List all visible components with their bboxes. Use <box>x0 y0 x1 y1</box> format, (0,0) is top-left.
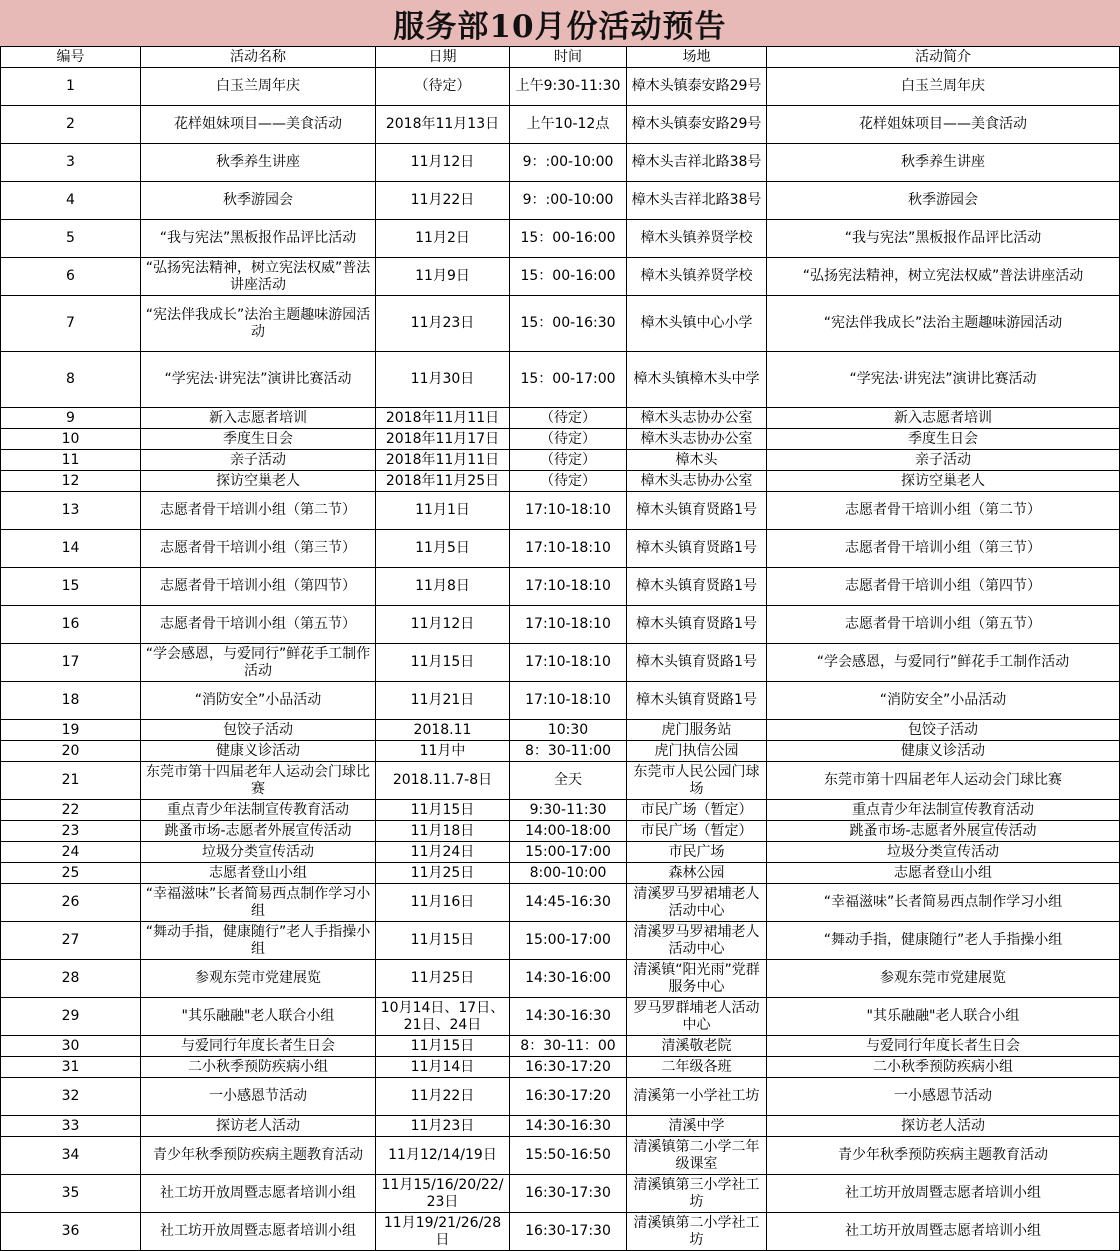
table-row <box>1 800 1120 821</box>
activity-name-cell[interactable]: 一小感恩节活动 <box>141 1078 376 1116</box>
date-cell[interactable]: 11月15日 <box>376 644 510 682</box>
table-row <box>1 1036 1120 1057</box>
date-cell[interactable]: 11月12日 <box>376 606 510 644</box>
description-cell[interactable]: “幸福滋味”长者简易西点制作学习小组 <box>767 884 1120 922</box>
venue-cell[interactable]: 樟木头志协办公室 <box>627 408 767 429</box>
date-cell[interactable]: 2018年11月11日 <box>376 450 510 471</box>
table-row <box>1 182 1120 220</box>
description-cell[interactable]: 秋季养生讲座 <box>767 144 1120 182</box>
date-cell[interactable]: 2018年11月13日 <box>376 106 510 144</box>
venue-cell[interactable]: 樟木头 <box>627 450 767 471</box>
row-number-cell[interactable]: 34 <box>1 1137 141 1175</box>
venue-cell[interactable]: 樟木头镇育贤路1号 <box>627 568 767 606</box>
time-cell[interactable]: 9：:00-10:00 <box>510 182 627 220</box>
time-cell[interactable]: （待定） <box>510 429 627 450</box>
activity-name-cell[interactable]: 社工坊开放周暨志愿者培训小组 <box>141 1175 376 1213</box>
table-row <box>1 530 1120 568</box>
table-row <box>1 492 1120 530</box>
description-cell[interactable]: 社工坊开放周暨志愿者培训小组 <box>767 1175 1120 1213</box>
table-row <box>1 998 1120 1036</box>
activity-name-cell[interactable]: 健康义诊活动 <box>141 741 376 762</box>
row-number-cell[interactable]: 14 <box>1 530 141 568</box>
date-cell[interactable]: 2018.11.7-8日 <box>376 762 510 800</box>
row-number-cell[interactable]: 19 <box>1 720 141 741</box>
table-row <box>1 1137 1120 1175</box>
description-cell[interactable]: 志愿者骨干培训小组（第三节） <box>767 530 1120 568</box>
table-row <box>1 960 1120 998</box>
description-cell[interactable]: "其乐融融"老人联合小组 <box>767 998 1120 1036</box>
date-cell[interactable]: 11月5日 <box>376 530 510 568</box>
venue-cell[interactable]: 清溪第一小学社工坊 <box>627 1078 767 1116</box>
description-cell[interactable]: 志愿者骨干培训小组（第四节） <box>767 568 1120 606</box>
row-number-cell[interactable]: 12 <box>1 471 141 492</box>
date-cell[interactable]: 2018年11月11日 <box>376 408 510 429</box>
table-row <box>1 220 1120 258</box>
date-cell[interactable]: 11月22日 <box>376 182 510 220</box>
activity-name-cell[interactable]: 志愿者骨干培训小组（第二节） <box>141 492 376 530</box>
description-cell[interactable]: “宪法伴我成长”法治主题趣味游园活动 <box>767 296 1120 352</box>
description-cell[interactable]: 志愿者骨干培训小组（第二节） <box>767 492 1120 530</box>
description-cell[interactable]: 包饺子活动 <box>767 720 1120 741</box>
venue-cell[interactable]: 清溪罗马罗裙埔老人活动中心 <box>627 884 767 922</box>
row-number-cell[interactable]: 7 <box>1 296 141 352</box>
table-row <box>1 762 1120 800</box>
time-cell[interactable]: 8:00-10:00 <box>510 863 627 884</box>
description-cell[interactable]: 花样姐妹项目——美食活动 <box>767 106 1120 144</box>
date-cell[interactable]: 11月12/14/19日 <box>376 1137 510 1175</box>
venue-cell[interactable]: 虎门执信公园 <box>627 741 767 762</box>
table-row <box>1 258 1120 296</box>
date-cell[interactable]: 11月23日 <box>376 1116 510 1137</box>
row-number-cell[interactable]: 31 <box>1 1057 141 1078</box>
time-cell[interactable]: 14:45-16:30 <box>510 884 627 922</box>
date-cell[interactable]: 11月14日 <box>376 1057 510 1078</box>
activity-name-cell[interactable]: 新入志愿者培训 <box>141 408 376 429</box>
table-row <box>1 68 1120 106</box>
venue-cell[interactable]: 清溪中学 <box>627 1116 767 1137</box>
time-cell[interactable]: 14:30-16:00 <box>510 960 627 998</box>
activity-name-cell[interactable]: 社工坊开放周暨志愿者培训小组 <box>141 1213 376 1251</box>
activity-name-cell[interactable]: “我与宪法”黑板报作品评比活动 <box>141 220 376 258</box>
venue-cell[interactable]: 樟木头镇育贤路1号 <box>627 606 767 644</box>
table-row <box>1 720 1120 741</box>
row-number-cell[interactable]: 26 <box>1 884 141 922</box>
row-number-cell[interactable]: 3 <box>1 144 141 182</box>
row-number-cell[interactable]: 2 <box>1 106 141 144</box>
time-cell[interactable]: 上午10-12点 <box>510 106 627 144</box>
table-row <box>1 606 1120 644</box>
time-cell[interactable]: 17:10-18:10 <box>510 606 627 644</box>
time-cell[interactable]: 15:50-16:50 <box>510 1137 627 1175</box>
activity-name-cell[interactable]: 志愿者骨干培训小组（第三节） <box>141 530 376 568</box>
date-cell[interactable]: 11月15日 <box>376 922 510 960</box>
activity-name-cell[interactable]: “学会感恩，与爱同行”鲜花手工制作活动 <box>141 644 376 682</box>
activity-name-cell[interactable]: 季度生日会 <box>141 429 376 450</box>
header-cell-name[interactable]: 活动名称 <box>141 47 376 68</box>
table-row <box>1 408 1120 429</box>
table-row <box>1 1175 1120 1213</box>
time-cell[interactable]: 15：00-17:00 <box>510 352 627 408</box>
venue-cell[interactable]: 清溪镇第三小学社工坊 <box>627 1175 767 1213</box>
description-cell[interactable]: 跳蚤市场-志愿者外展宣传活动 <box>767 821 1120 842</box>
row-number-cell[interactable]: 1 <box>1 68 141 106</box>
table-row <box>1 682 1120 720</box>
venue-cell[interactable]: 樟木头镇育贤路1号 <box>627 530 767 568</box>
venue-cell[interactable]: 清溪镇“阳光雨”党群服务中心 <box>627 960 767 998</box>
venue-cell[interactable]: 樟木头镇泰安路29号 <box>627 68 767 106</box>
activity-name-cell[interactable]: 垃圾分类宣传活动 <box>141 842 376 863</box>
activity-name-cell[interactable]: “消防安全”小品活动 <box>141 682 376 720</box>
activity-name-cell[interactable]: 志愿者骨干培训小组（第五节） <box>141 606 376 644</box>
date-cell[interactable]: 11月1日 <box>376 492 510 530</box>
time-cell[interactable]: 14:00-18:00 <box>510 821 627 842</box>
date-cell[interactable]: 11月24日 <box>376 842 510 863</box>
activity-name-cell[interactable]: 与爱同行年度长者生日会 <box>141 1036 376 1057</box>
date-cell[interactable]: 11月2日 <box>376 220 510 258</box>
row-number-cell[interactable]: 28 <box>1 960 141 998</box>
table-row <box>1 884 1120 922</box>
row-number-cell[interactable]: 36 <box>1 1213 141 1251</box>
description-cell[interactable]: 与爱同行年度长者生日会 <box>767 1036 1120 1057</box>
date-cell[interactable]: 11月22日 <box>376 1078 510 1116</box>
time-cell[interactable]: 17:10-18:10 <box>510 530 627 568</box>
row-number-cell[interactable]: 25 <box>1 863 141 884</box>
sheet-title: 服务部10月份活动预告 <box>0 0 1120 46</box>
table-row <box>1 741 1120 762</box>
venue-cell[interactable]: 虎门服务站 <box>627 720 767 741</box>
venue-cell[interactable]: 樟木头吉祥北路38号 <box>627 182 767 220</box>
venue-cell[interactable]: 清溪罗马罗裙埔老人活动中心 <box>627 922 767 960</box>
description-cell[interactable]: 探访空巢老人 <box>767 471 1120 492</box>
time-cell[interactable]: 9：:00-10:00 <box>510 144 627 182</box>
row-number-cell[interactable]: 16 <box>1 606 141 644</box>
activity-name-cell[interactable]: “宪法伴我成长”法治主题趣味游园活动 <box>141 296 376 352</box>
time-cell[interactable]: 14:30-16:30 <box>510 998 627 1036</box>
time-cell[interactable]: （待定） <box>510 408 627 429</box>
description-cell[interactable]: 垃圾分类宣传活动 <box>767 842 1120 863</box>
table-row <box>1 106 1120 144</box>
activity-name-cell[interactable]: 跳蚤市场-志愿者外展宣传活动 <box>141 821 376 842</box>
activity-name-cell[interactable]: “舞动手指，健康随行”老人手指操小组 <box>141 922 376 960</box>
description-cell[interactable]: 重点青少年法制宣传教育活动 <box>767 800 1120 821</box>
venue-cell[interactable]: 樟木头镇中心小学 <box>627 296 767 352</box>
description-cell[interactable]: “舞动手指，健康随行”老人手指操小组 <box>767 922 1120 960</box>
description-cell[interactable]: “消防安全”小品活动 <box>767 682 1120 720</box>
activity-name-cell[interactable]: 东莞市第十四届老年人运动会门球比赛 <box>141 762 376 800</box>
venue-cell[interactable]: 樟木头镇育贤路1号 <box>627 682 767 720</box>
description-cell[interactable]: “学宪法·讲宪法”演讲比赛活动 <box>767 352 1120 408</box>
row-number-cell[interactable]: 23 <box>1 821 141 842</box>
row-number-cell[interactable]: 6 <box>1 258 141 296</box>
date-cell[interactable]: 2018年11月17日 <box>376 429 510 450</box>
table-row <box>1 1213 1120 1251</box>
table-row <box>1 144 1120 182</box>
venue-cell[interactable]: 东莞市人民公园门球场 <box>627 762 767 800</box>
time-cell[interactable]: 14:30-16:30 <box>510 1116 627 1137</box>
header-cell-time[interactable]: 时间 <box>510 47 627 68</box>
table-body <box>1 68 1120 1251</box>
activity-name-cell[interactable]: 花样姐妹项目——美食活动 <box>141 106 376 144</box>
time-cell[interactable]: 10:30 <box>510 720 627 741</box>
table-row <box>1 1057 1120 1078</box>
date-cell[interactable]: （待定） <box>376 68 510 106</box>
venue-cell[interactable]: 罗马罗群埔老人活动中心 <box>627 998 767 1036</box>
row-number-cell[interactable]: 4 <box>1 182 141 220</box>
time-cell[interactable]: （待定） <box>510 450 627 471</box>
activity-name-cell[interactable]: 白玉兰周年庆 <box>141 68 376 106</box>
time-cell[interactable]: 16:30-17:20 <box>510 1057 627 1078</box>
activity-name-cell[interactable]: 参观东莞市党建展览 <box>141 960 376 998</box>
row-number-cell[interactable]: 9 <box>1 408 141 429</box>
description-cell[interactable]: “弘扬宪法精神，树立宪法权威”普法讲座活动 <box>767 258 1120 296</box>
venue-cell[interactable]: 樟木头吉祥北路38号 <box>627 144 767 182</box>
date-cell[interactable]: 11月16日 <box>376 884 510 922</box>
date-cell[interactable]: 11月15/16/20/22/23日 <box>376 1175 510 1213</box>
activity-name-cell[interactable]: 志愿者登山小组 <box>141 863 376 884</box>
row-number-cell[interactable]: 27 <box>1 922 141 960</box>
table-row <box>1 821 1120 842</box>
time-cell[interactable]: 全天 <box>510 762 627 800</box>
header-cell-no[interactable]: 编号 <box>1 47 141 68</box>
table-row <box>1 296 1120 352</box>
venue-cell[interactable]: 市民广场 <box>627 842 767 863</box>
venue-cell[interactable]: 清溪镇第二小学社工坊 <box>627 1213 767 1251</box>
venue-cell[interactable]: 樟木头镇泰安路29号 <box>627 106 767 144</box>
description-cell[interactable]: 一小感恩节活动 <box>767 1078 1120 1116</box>
venue-cell[interactable]: 樟木头镇樟木头中学 <box>627 352 767 408</box>
date-cell[interactable]: 11月25日 <box>376 960 510 998</box>
table-row <box>1 842 1120 863</box>
time-cell[interactable]: 15:00-17:00 <box>510 922 627 960</box>
description-cell[interactable]: 亲子活动 <box>767 450 1120 471</box>
description-cell[interactable]: 二小秋季预防疾病小组 <box>767 1057 1120 1078</box>
table-row <box>1 429 1120 450</box>
date-cell[interactable]: 11月15日 <box>376 800 510 821</box>
row-number-cell[interactable]: 11 <box>1 450 141 471</box>
time-cell[interactable]: 上午9:30-11:30 <box>510 68 627 106</box>
venue-cell[interactable]: 樟木头志协办公室 <box>627 471 767 492</box>
row-number-cell[interactable]: 30 <box>1 1036 141 1057</box>
row-number-cell[interactable]: 17 <box>1 644 141 682</box>
date-cell[interactable]: 11月18日 <box>376 821 510 842</box>
activity-name-cell[interactable]: 志愿者骨干培训小组（第四节） <box>141 568 376 606</box>
activity-name-cell[interactable]: 秋季养生讲座 <box>141 144 376 182</box>
description-cell[interactable]: 季度生日会 <box>767 429 1120 450</box>
time-cell[interactable]: 16:30-17:20 <box>510 1078 627 1116</box>
venue-cell[interactable]: 清溪敬老院 <box>627 1036 767 1057</box>
table-row <box>1 1078 1120 1116</box>
time-cell[interactable]: 17:10-18:10 <box>510 492 627 530</box>
row-number-cell[interactable]: 32 <box>1 1078 141 1116</box>
activity-name-cell[interactable]: “学宪法·讲宪法”演讲比赛活动 <box>141 352 376 408</box>
row-number-cell[interactable]: 10 <box>1 429 141 450</box>
venue-cell[interactable]: 市民广场（暂定） <box>627 821 767 842</box>
activity-name-cell[interactable]: 青少年秋季预防疾病主题教育活动 <box>141 1137 376 1175</box>
activity-name-cell[interactable]: 探访老人活动 <box>141 1116 376 1137</box>
description-cell[interactable]: 青少年秋季预防疾病主题教育活动 <box>767 1137 1120 1175</box>
activity-name-cell[interactable]: 亲子活动 <box>141 450 376 471</box>
description-cell[interactable]: 探访老人活动 <box>767 1116 1120 1137</box>
activity-name-cell[interactable]: 探访空巢老人 <box>141 471 376 492</box>
header-cell-description[interactable]: 活动简介 <box>767 47 1120 68</box>
description-cell[interactable]: 东莞市第十四届老年人运动会门球比赛 <box>767 762 1120 800</box>
activity-name-cell[interactable]: 重点青少年法制宣传教育活动 <box>141 800 376 821</box>
description-cell[interactable]: 志愿者骨干培训小组（第五节） <box>767 606 1120 644</box>
date-cell[interactable]: 11月15日 <box>376 1036 510 1057</box>
activity-name-cell[interactable]: "其乐融融"老人联合小组 <box>141 998 376 1036</box>
date-cell[interactable]: 11月8日 <box>376 568 510 606</box>
row-number-cell[interactable]: 33 <box>1 1116 141 1137</box>
row-number-cell[interactable]: 24 <box>1 842 141 863</box>
date-cell[interactable]: 11月21日 <box>376 682 510 720</box>
time-cell[interactable]: 15：00-16:30 <box>510 296 627 352</box>
venue-cell[interactable]: 樟木头镇育贤路1号 <box>627 644 767 682</box>
activity-name-cell[interactable]: 包饺子活动 <box>141 720 376 741</box>
description-cell[interactable]: “我与宪法”黑板报作品评比活动 <box>767 220 1120 258</box>
venue-cell[interactable]: 樟木头志协办公室 <box>627 429 767 450</box>
description-cell[interactable]: 新入志愿者培训 <box>767 408 1120 429</box>
venue-cell[interactable]: 市民广场（暂定） <box>627 800 767 821</box>
venue-cell[interactable]: 樟木头镇育贤路1号 <box>627 492 767 530</box>
description-cell[interactable]: 参观东莞市党建展览 <box>767 960 1120 998</box>
table-row <box>1 450 1120 471</box>
description-cell[interactable]: 秋季游园会 <box>767 182 1120 220</box>
venue-cell[interactable]: 森林公园 <box>627 863 767 884</box>
row-number-cell[interactable]: 13 <box>1 492 141 530</box>
header-row <box>1 47 1120 68</box>
row-number-cell[interactable]: 5 <box>1 220 141 258</box>
row-number-cell[interactable]: 20 <box>1 741 141 762</box>
date-cell[interactable]: 11月9日 <box>376 258 510 296</box>
time-cell[interactable]: 15：00-16:00 <box>510 258 627 296</box>
header-cell-venue[interactable]: 场地 <box>627 47 767 68</box>
row-number-cell[interactable]: 22 <box>1 800 141 821</box>
venue-cell[interactable]: 二年级各班 <box>627 1057 767 1078</box>
description-cell[interactable]: “学会感恩，与爱同行”鲜花手工制作活动 <box>767 644 1120 682</box>
time-cell[interactable]: 16:30-17:30 <box>510 1175 627 1213</box>
time-cell[interactable]: （待定） <box>510 471 627 492</box>
time-cell[interactable]: 8：30-11：00 <box>510 1036 627 1057</box>
description-cell[interactable]: 社工坊开放周暨志愿者培训小组 <box>767 1213 1120 1251</box>
venue-cell[interactable]: 樟木头镇养贤学校 <box>627 220 767 258</box>
description-cell[interactable]: 白玉兰周年庆 <box>767 68 1120 106</box>
time-cell[interactable]: 17:10-18:10 <box>510 644 627 682</box>
activity-table <box>0 46 1120 1251</box>
date-cell[interactable]: 2018年11月25日 <box>376 471 510 492</box>
activity-name-cell[interactable]: “幸福滋味”长者简易西点制作学习小组 <box>141 884 376 922</box>
activity-name-cell[interactable]: “弘扬宪法精神，树立宪法权威”普法讲座活动 <box>141 258 376 296</box>
date-cell[interactable]: 10月14日、17日、21日、24日 <box>376 998 510 1036</box>
table-row <box>1 863 1120 884</box>
time-cell[interactable]: 9:30-11:30 <box>510 800 627 821</box>
table-row <box>1 644 1120 682</box>
table-row <box>1 568 1120 606</box>
date-cell[interactable]: 11月23日 <box>376 296 510 352</box>
venue-cell[interactable]: 樟木头镇养贤学校 <box>627 258 767 296</box>
time-cell[interactable]: 8：30-11:00 <box>510 741 627 762</box>
date-cell[interactable]: 2018.11 <box>376 720 510 741</box>
row-number-cell[interactable]: 15 <box>1 568 141 606</box>
table-row <box>1 1116 1120 1137</box>
date-cell[interactable]: 11月25日 <box>376 863 510 884</box>
date-cell[interactable]: 11月12日 <box>376 144 510 182</box>
date-cell[interactable]: 11月19/21/26/28日 <box>376 1213 510 1251</box>
row-number-cell[interactable]: 21 <box>1 762 141 800</box>
header-cell-date[interactable]: 日期 <box>376 47 510 68</box>
table-row <box>1 922 1120 960</box>
row-number-cell[interactable]: 29 <box>1 998 141 1036</box>
table-row <box>1 352 1120 408</box>
date-cell[interactable]: 11月中 <box>376 741 510 762</box>
venue-cell[interactable]: 清溪镇第二小学二年级课室 <box>627 1137 767 1175</box>
time-cell[interactable]: 17:10-18:10 <box>510 682 627 720</box>
time-cell[interactable]: 15：00-16:00 <box>510 220 627 258</box>
row-number-cell[interactable]: 8 <box>1 352 141 408</box>
activity-name-cell[interactable]: 二小秋季预防疾病小组 <box>141 1057 376 1078</box>
row-number-cell[interactable]: 18 <box>1 682 141 720</box>
time-cell[interactable]: 15:00-17:00 <box>510 842 627 863</box>
time-cell[interactable]: 17:10-18:10 <box>510 568 627 606</box>
description-cell[interactable]: 健康义诊活动 <box>767 741 1120 762</box>
activity-name-cell[interactable]: 秋季游园会 <box>141 182 376 220</box>
table-row <box>1 471 1120 492</box>
description-cell[interactable]: 志愿者登山小组 <box>767 863 1120 884</box>
row-number-cell[interactable]: 35 <box>1 1175 141 1213</box>
time-cell[interactable]: 16:30-17:30 <box>510 1213 627 1251</box>
date-cell[interactable]: 11月30日 <box>376 352 510 408</box>
